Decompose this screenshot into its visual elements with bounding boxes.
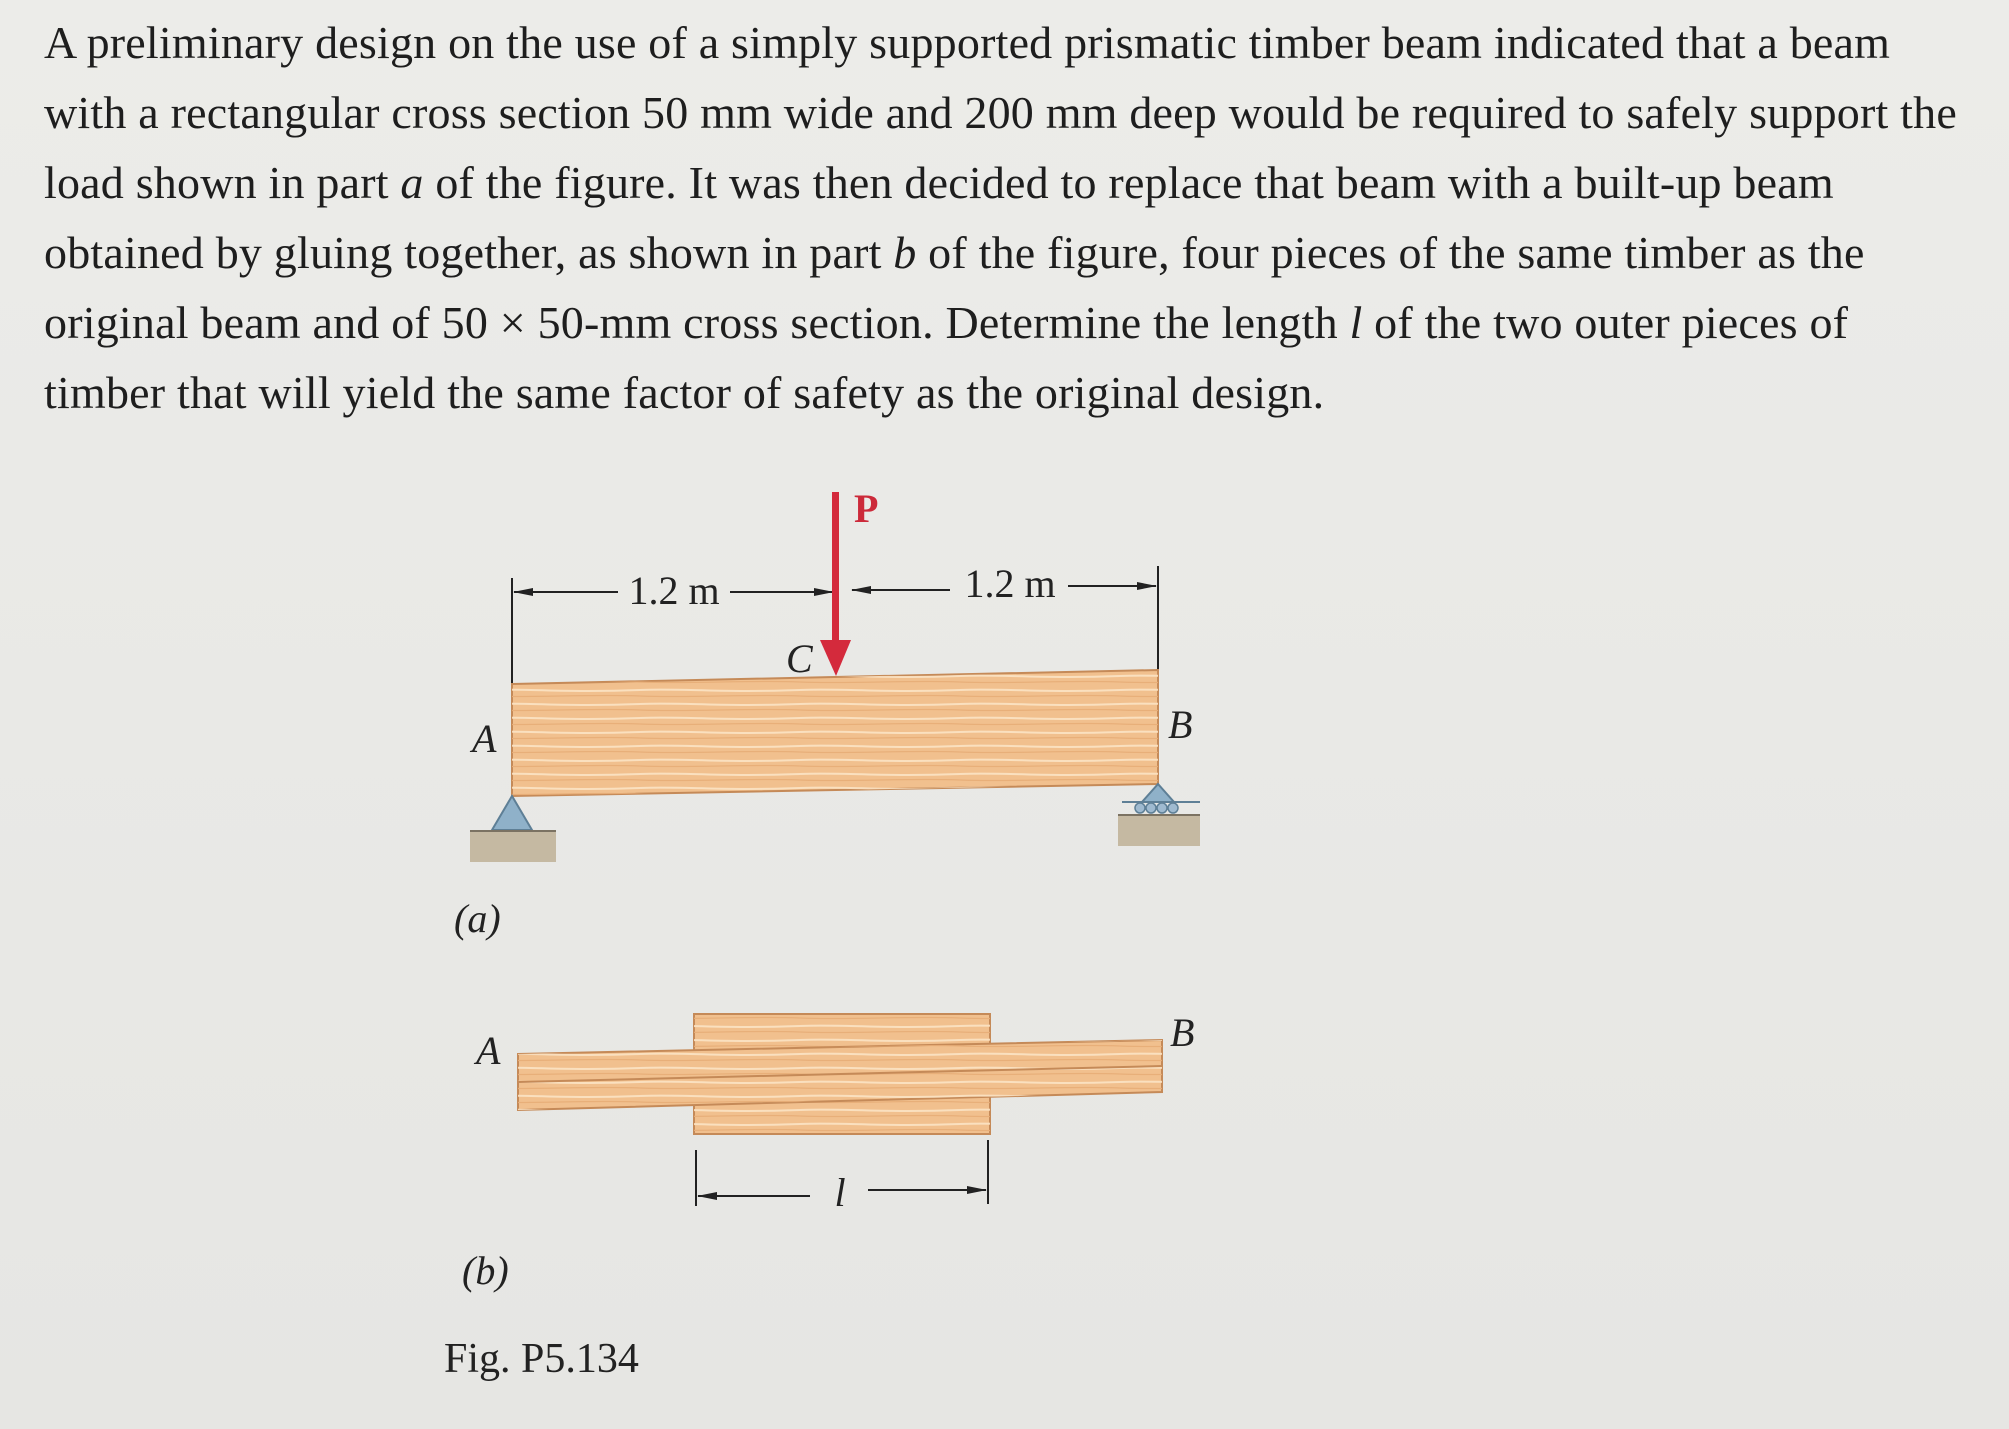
load-label: P — [854, 486, 879, 531]
part-b-ref: b — [893, 227, 917, 278]
problem-text-3: of the figure, four pieces of the same timber as the original beam and of 50 × 50-mm cross section. Determine the length — [44, 227, 1865, 348]
roller-support-b — [1118, 784, 1200, 846]
support-b-label: B — [1168, 702, 1193, 747]
load-arrow — [820, 492, 851, 676]
point-c-label: C — [786, 636, 813, 681]
problem-text-2: of the figure. It was then decided to replace that beam with a built-up beam obtained by gluing together, as shown in part — [44, 157, 1834, 278]
figure-b — [462, 1010, 1194, 1293]
figure-caption: Fig. P5.134 — [444, 1336, 639, 1382]
pin-support-a — [470, 796, 556, 862]
part-a-label: (a) — [454, 896, 501, 941]
dimension-right-label: 1.2 m — [964, 561, 1056, 606]
problem-text-4: of the two outer pieces of timber that will yield the same factor of safety as the original design. — [44, 297, 1849, 418]
support-a-label: A — [472, 716, 497, 761]
part-a-ref: a — [400, 157, 424, 208]
support-a-label-b: A — [476, 1028, 501, 1073]
length-symbol: l — [1349, 297, 1363, 348]
figure-a — [454, 486, 1200, 941]
part-b-label: (b) — [462, 1248, 509, 1293]
dimension-left-label: 1.2 m — [628, 568, 720, 613]
built-up-beam-core — [518, 1040, 1162, 1110]
problem-text-1: A preliminary design on the use of a simply supported prismatic timber beam indicated that a beam with a rectangular cross section 50 mm wide and 200 mm deep would be required to safely support the load shown in part — [44, 17, 1957, 208]
timber-beam — [512, 670, 1158, 796]
support-b-label-b: B — [1170, 1010, 1195, 1055]
length-l-label: l — [834, 1170, 846, 1215]
